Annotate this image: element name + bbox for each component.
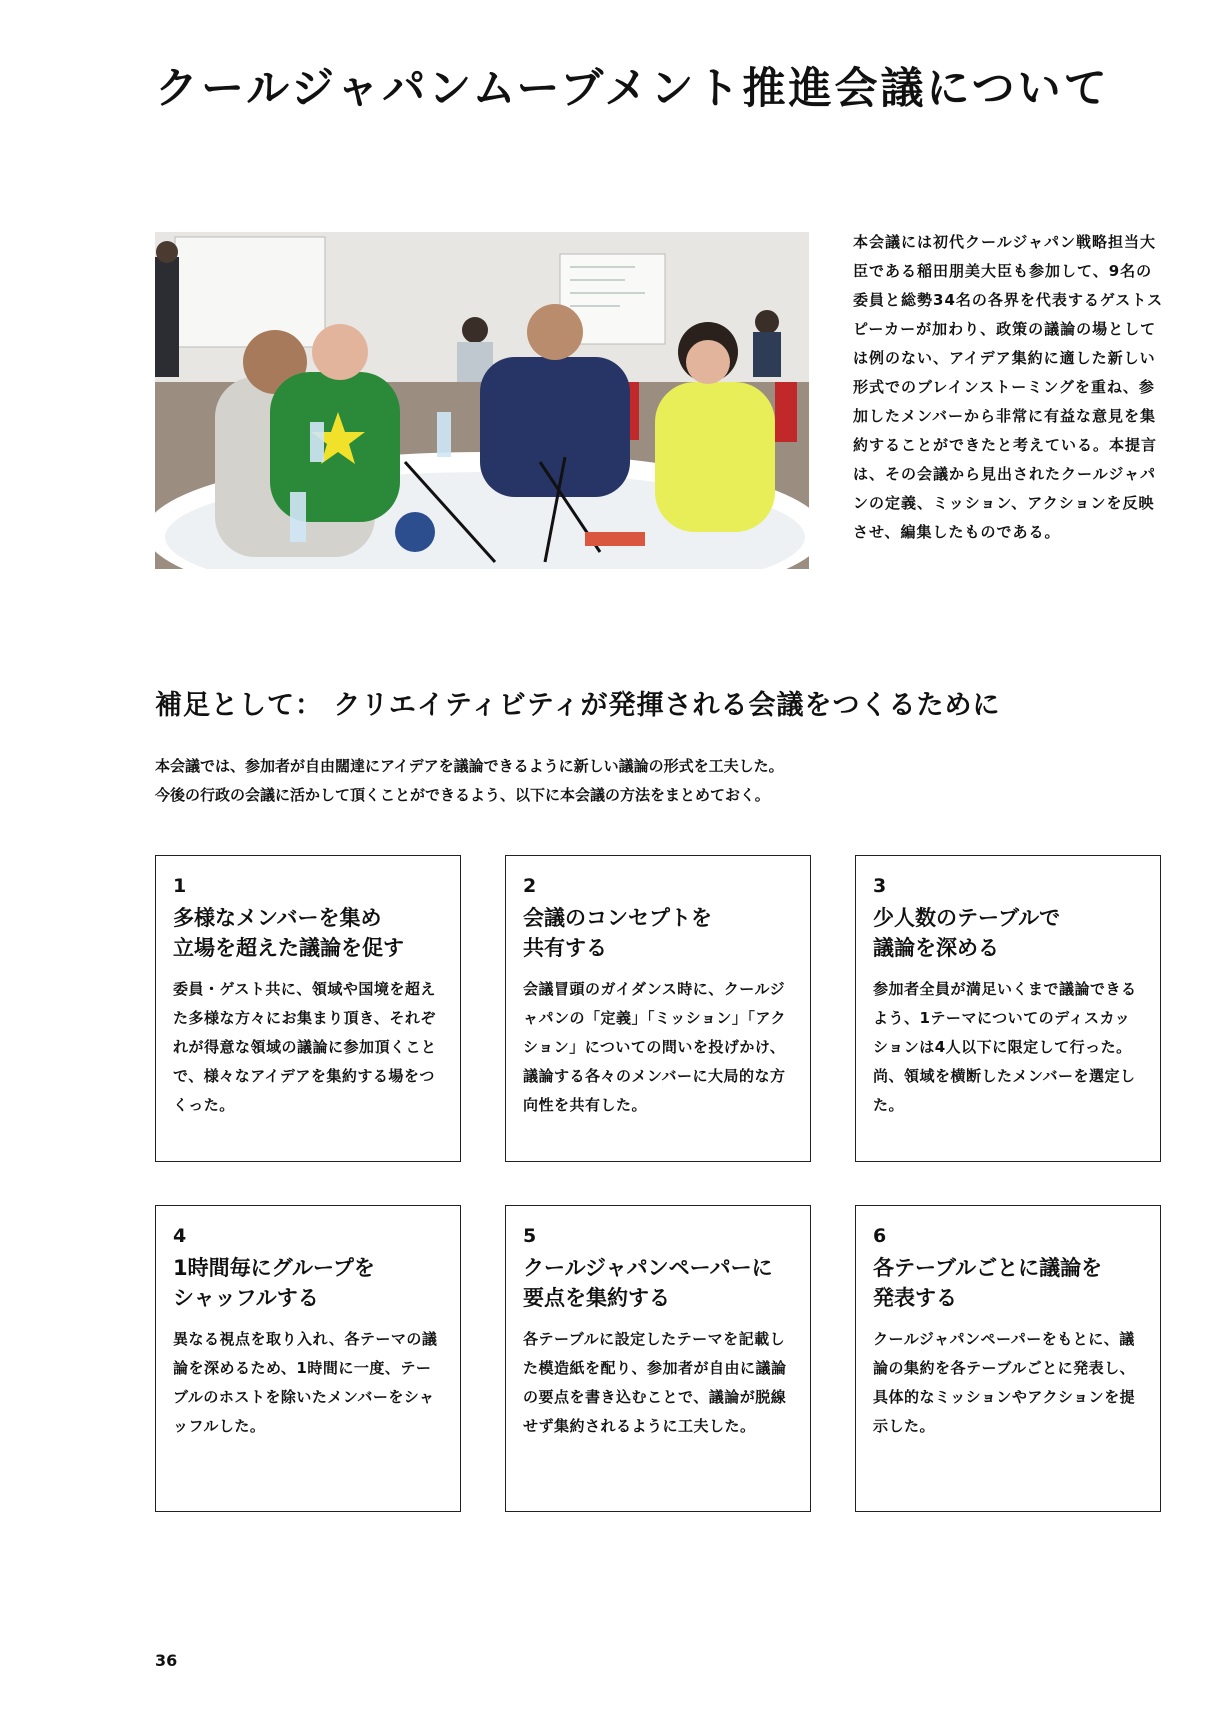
card-number: 6	[873, 1225, 887, 1247]
method-card	[505, 855, 811, 1162]
card-body: 会議冒頭のガイダンス時に、クールジャパンの「定義」「ミッション」「アクション」についての問いを投げかけ、議論する各々のメンバーに大局的な方向性を共有した。	[523, 980, 786, 1114]
page-title: クールジャパンムーブメント推進会議について	[155, 64, 1110, 114]
card-body: 参加者全員が満足いくまで議論できるよう、1テーマについてのディスカッションは4人以下に限定して行った。尚、領域を横断したメンバーを選定した。	[873, 980, 1137, 1114]
card-heading: 少人数のテーブルで 議論を深める	[873, 906, 1061, 960]
card-heading: 1時間毎にグループを シャッフルする	[173, 1256, 375, 1310]
card-heading: 各テーブルごとに議論を 発表する	[873, 1256, 1103, 1310]
card-number: 2	[523, 875, 537, 897]
card-body: 各テーブルに設定したテーマを記載した模造紙を配り、参加者が自由に議論の要点を書き込むことで、議論が脱線せず集約されるように工夫した。	[523, 1330, 787, 1435]
meeting-photo	[155, 232, 809, 569]
section-heading: 補足として： クリエイティビティが発揮される会議をつくるために	[155, 690, 1001, 721]
card-body: クールジャパンペーパーをもとに、議論の集約を各テーブルごとに発表し、具体的なミッションやアクションを提示した。	[873, 1330, 1136, 1435]
card-number: 4	[173, 1225, 187, 1247]
card-heading: 会議のコンセプトを 共有する	[523, 906, 712, 960]
method-card	[155, 855, 461, 1162]
method-card	[505, 1205, 811, 1512]
card-heading: 多様なメンバーを集め 立場を超えた議論を促す	[173, 906, 404, 960]
page-number: 36	[155, 1651, 178, 1670]
card-number: 1	[173, 875, 187, 897]
card-number: 5	[523, 1225, 537, 1247]
method-card	[855, 855, 1161, 1162]
card-body: 異なる視点を取り入れ、各テーマの議論を深めるため、1時間に一度、テーブルのホストを除いたメンバーをシャッフルした。	[173, 1330, 438, 1435]
lead-line-2: 今後の行政の会議に活かして頂くことができるよう、以下に本会議の方法をまとめておく。	[155, 786, 770, 804]
card-number: 3	[873, 875, 887, 897]
lead-paragraph	[155, 752, 1165, 810]
method-card	[155, 1205, 461, 1512]
card-body: 委員・ゲスト共に、領域や国境を超えた多様な方々にお集まり頂き、それぞれが得意な領域の議論に参加頂くことで、様々なアイデアを集約する場をつくった。	[173, 980, 437, 1114]
card-heading: クールジャパンペーパーに 要点を集約する	[523, 1256, 773, 1310]
lead-line-1: 本会議では、参加者が自由闊達にアイデアを議論できるように新しい議論の形式を工夫した。	[155, 757, 784, 775]
method-card	[855, 1205, 1161, 1512]
intro-paragraph: 本会議には初代クールジャパン戦略担当大臣である稲田朋美大臣も参加して、9名の委員と総勢34名の各界を代表するゲストスピーカーが加わり、政策の議論の場としては例のない、アイデア集約に適した新しい形式でのブレインストーミングを重ね、参加したメンバーから非常に有益な意見を集約することができたと考えている。本提言は、その会議から見出されたクールジャパンの定義、ミッション、アクションを反映させ、編集したものである。	[853, 233, 1164, 541]
